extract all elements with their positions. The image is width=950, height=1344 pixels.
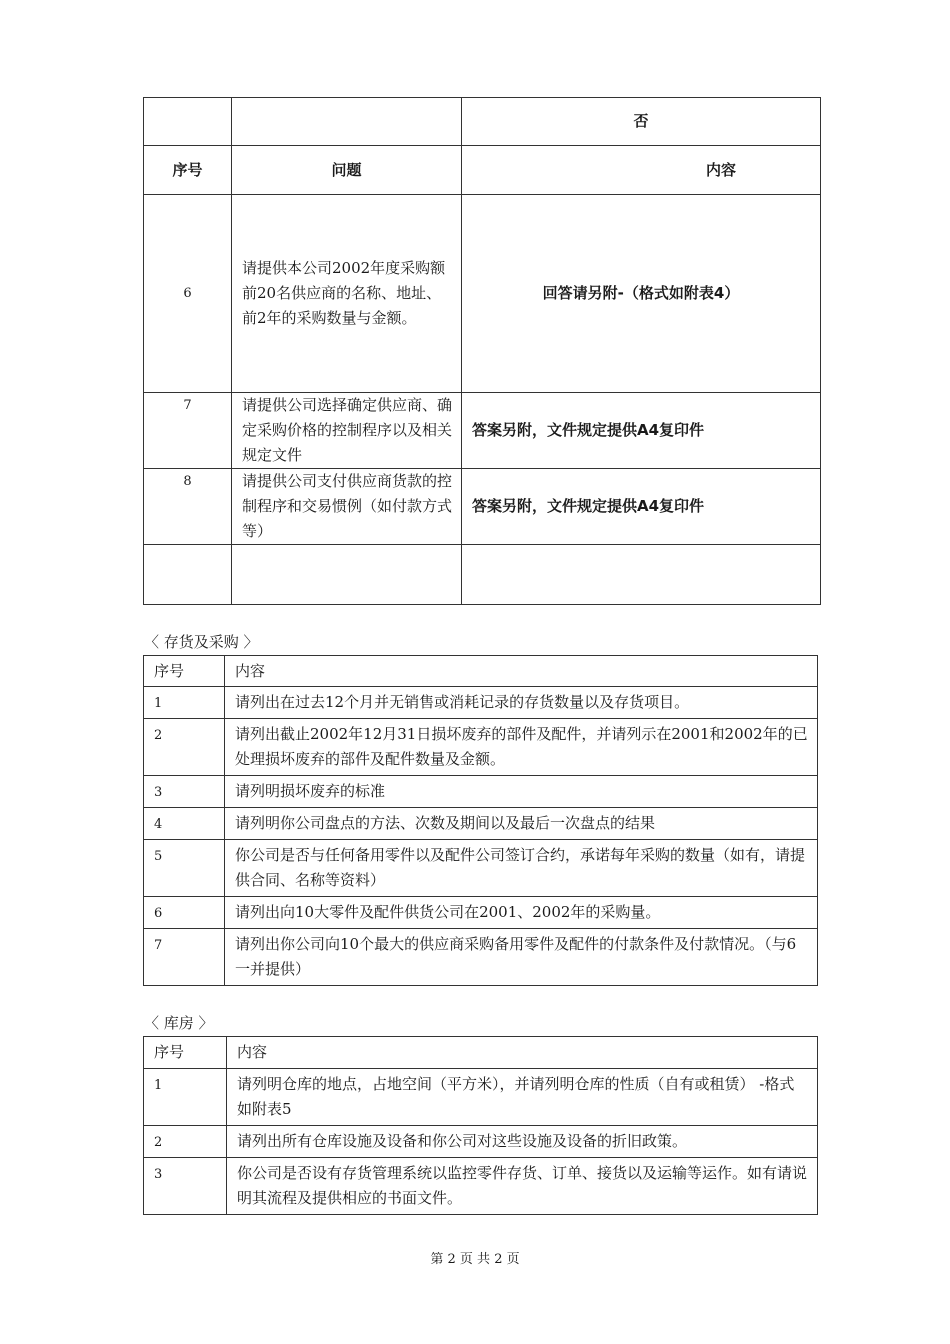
header-content: 内容 <box>225 656 818 687</box>
header-row <box>144 656 818 687</box>
blank-cell <box>144 545 232 605</box>
header-row <box>144 1037 818 1069</box>
header-num: 序号 <box>144 146 232 195</box>
empty-row <box>144 545 821 605</box>
header-row <box>144 146 821 195</box>
row-num: 3 <box>144 1158 227 1215</box>
table-row <box>144 929 818 986</box>
table-row <box>144 195 821 393</box>
procurement-questions-table <box>143 97 821 605</box>
page-footer: 第 2 页 共 2 页 <box>430 1252 520 1267</box>
row-num: 7 <box>144 393 232 469</box>
row-content: 请列明仓库的地点，占地空间（平方米），并请列明仓库的性质（自有或租赁） -格式如附表5 <box>227 1069 818 1126</box>
row-content: 答案另附，文件规定提供A4复印件 <box>462 393 821 469</box>
header-num: 序号 <box>144 1037 227 1069</box>
row-question: 请提供本公司2002年度采购额前20名供应商的名称、地址、前2年的采购数量与金额。 <box>232 195 462 393</box>
table-row <box>144 840 818 897</box>
section-title-inventory: 〈 存货及采购 〉 <box>144 633 259 651</box>
table-row <box>144 776 818 808</box>
row-num: 1 <box>144 687 225 719</box>
row-content: 请列明损坏废弃的标准 <box>225 776 818 808</box>
table-row <box>144 1158 818 1215</box>
header-content: 内容 <box>462 146 821 195</box>
table-row <box>144 469 821 545</box>
row-content: 请列出在过去12个月并无销售或消耗记录的存货数量以及存货项目。 <box>225 687 818 719</box>
header-question: 问题 <box>232 146 462 195</box>
top-right-cell: 否 <box>462 98 821 146</box>
row-num: 5 <box>144 840 225 897</box>
inventory-table <box>143 655 818 986</box>
header-num: 序号 <box>144 656 225 687</box>
row-num: 6 <box>144 195 232 393</box>
table-row <box>144 1126 818 1158</box>
row-num: 1 <box>144 1069 227 1126</box>
blank-cell <box>144 98 232 146</box>
table-row <box>144 808 818 840</box>
table-row <box>144 393 821 469</box>
row-content: 请列出截止2002年12月31日损坏废弃的部件及配件，并请列示在2001和2002年的已处理损坏废弃的部件及配件数量及金额。 <box>225 719 818 776</box>
row-num: 2 <box>144 719 225 776</box>
row-num: 3 <box>144 776 225 808</box>
blank-cell <box>462 545 821 605</box>
blank-cell <box>232 98 462 146</box>
row-content: 你公司是否与任何备用零件以及配件公司签订合约，承诺每年采购的数量（如有，请提供合同、名称等资料） <box>225 840 818 897</box>
table-row <box>144 897 818 929</box>
row-content: 请列出所有仓库设施及设备和你公司对这些设施及设备的折旧政策。 <box>227 1126 818 1158</box>
row-content: 回答请另附-（格式如附表4） <box>462 195 821 393</box>
table-row <box>144 687 818 719</box>
row-num: 7 <box>144 929 225 986</box>
header-content: 内容 <box>227 1037 818 1069</box>
table-row <box>144 1069 818 1126</box>
blank-cell <box>232 545 462 605</box>
row-num: 8 <box>144 469 232 545</box>
row-content: 请列出你公司向10个最大的供应商采购备用零件及配件的付款条件及付款情况。（与6一并提供） <box>225 929 818 986</box>
row-question: 请提供公司选择确定供应商、确定采购价格的控制程序以及相关规定文件 <box>232 393 462 469</box>
table-row <box>144 98 821 146</box>
row-content: 答案另附，文件规定提供A4复印件 <box>462 469 821 545</box>
section-title-warehouse: 〈 库房 〉 <box>144 1014 214 1032</box>
row-content: 你公司是否设有存货管理系统以监控零件存货、订单、接货以及运输等运作。如有请说明其流程及提供相应的书面文件。 <box>227 1158 818 1215</box>
row-num: 6 <box>144 897 225 929</box>
row-content: 请列明你公司盘点的方法、次数及期间以及最后一次盘点的结果 <box>225 808 818 840</box>
row-content: 请列出向10大零件及配件供货公司在2001、2002年的采购量。 <box>225 897 818 929</box>
table-row <box>144 719 818 776</box>
row-num: 2 <box>144 1126 227 1158</box>
row-num: 4 <box>144 808 225 840</box>
warehouse-table <box>143 1036 818 1215</box>
row-question: 请提供公司支付供应商货款的控制程序和交易惯例（如付款方式等） <box>232 469 462 545</box>
